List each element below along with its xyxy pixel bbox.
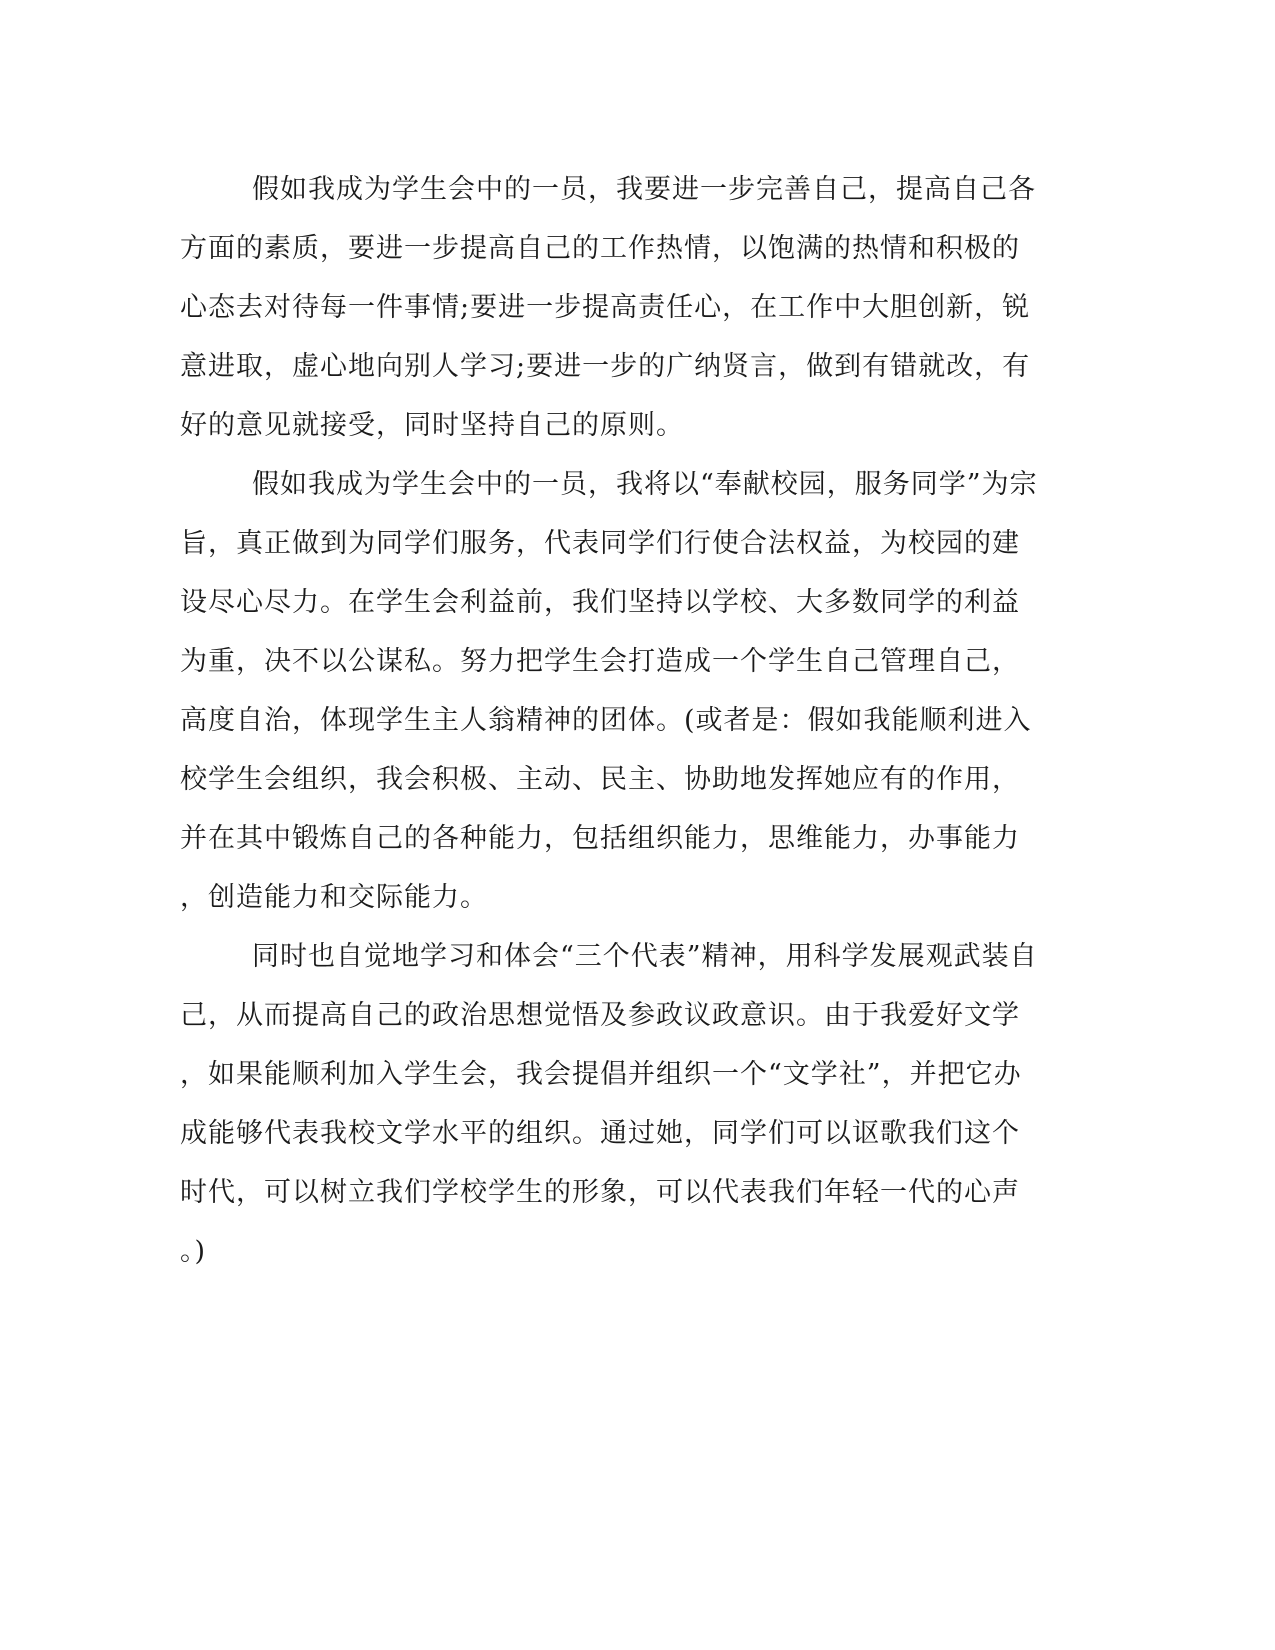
paragraph-2 [180,455,1040,927]
paragraph-3 [180,927,1040,1281]
paragraph-line: 好的意见就接受，同时坚持自己的原则。 [180,410,684,441]
paragraph-line: 意进取，虚心地向别人学习;要进一步的广纳贤言，做到有错就改，有 [180,351,1031,382]
paragraph-line: 旨，真正做到为同学们服务，代表同学们行使合法权益，为校园的建 [180,528,1020,559]
paragraph-line: 假如我成为学生会中的一员，我要进一步完善自己，提高自己各 [252,174,1036,205]
paragraph-line: 校学生会组织，我会积极、主动、民主、协助地发挥她应有的作用， [180,764,1020,795]
paragraph-line: 假如我成为学生会中的一员，我将以“奉献校园，服务同学”为宗 [252,469,1038,500]
paragraph-line: 时代，可以树立我们学校学生的形象，可以代表我们年轻一代的心声 [180,1177,1020,1208]
paragraph-line: 高度自治，体现学生主人翁精神的团体。(或者是：假如我能顺利进入 [180,705,1032,736]
paragraph-line: 心态去对待每一件事情;要进一步提高责任心，在工作中大胆创新，锐 [180,292,1031,323]
paragraph-line: ，如果能顺利加入学生会，我会提倡并组织一个“文学社”，并把它办 [180,1059,1022,1090]
paragraph-line: 。) [180,1236,207,1267]
paragraph-line: 并在其中锻炼自己的各种能力，包括组织能力，思维能力，办事能力 [180,823,1020,854]
paragraph-line: ，创造能力和交际能力。 [180,882,488,913]
paragraph-line: 成能够代表我校文学水平的组织。通过她，同学们可以讴歌我们这个 [180,1118,1020,1149]
paragraph-line: 设尽心尽力。在学生会利益前，我们坚持以学校、大多数同学的利益 [180,587,1020,618]
paragraph-line: 己，从而提高自己的政治思想觉悟及参政议政意识。由于我爱好文学 [180,1000,1020,1031]
paragraph-line: 方面的素质，要进一步提高自己的工作热情，以饱满的热情和积极的 [180,233,1020,264]
paragraph-line: 为重，决不以公谋私。努力把学生会打造成一个学生自己管理自己， [180,646,1020,677]
paragraph-1 [180,160,1040,455]
paragraph-line: 同时也自觉地学习和体会“三个代表”精神，用科学发展观武装自 [252,941,1038,972]
document-page [180,160,1040,1281]
